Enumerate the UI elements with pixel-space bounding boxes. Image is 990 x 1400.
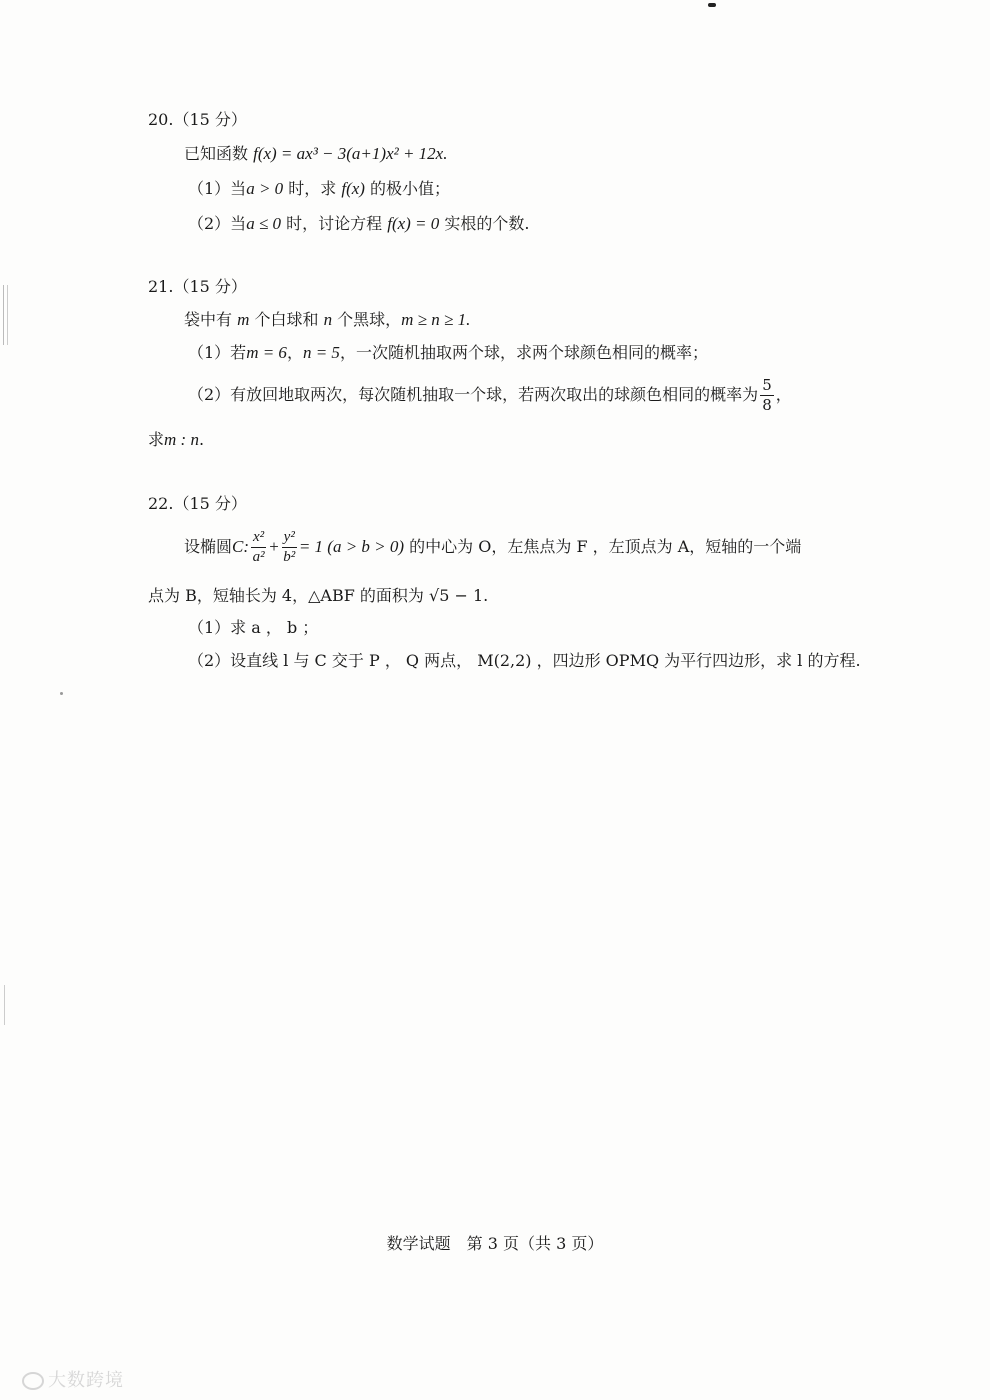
q21-part1-prefix: （1）若 — [188, 343, 247, 362]
q22-part2: （2）设直线 l 与 C 交于 P ， Q 两点， M(2,2) ，四边形 OPMQ 为平行四边形，求 l 的方程. — [188, 651, 861, 670]
q21-stem-n: n — [323, 310, 333, 329]
q21-part1 — [188, 342, 708, 364]
watermark-icon — [22, 1372, 44, 1390]
q20-part2 — [188, 213, 529, 235]
q20-part2-prefix: （2）当 — [188, 214, 247, 233]
q21-stem-b: 个白球和 — [249, 310, 324, 329]
q22-stem — [184, 525, 801, 569]
q20-part1-mid: 时，求 — [283, 179, 342, 198]
q21-stem-a: 袋中有 — [184, 310, 238, 329]
q21-part1-m: m = 6 — [246, 343, 287, 362]
scan-mark-left-3 — [60, 692, 63, 695]
q22-number: 22.（15 分） — [148, 494, 247, 513]
q22-part1: （1）求 a ， b ； — [188, 618, 319, 637]
q22-equation-rhs: = 1 (a > b > 0) — [298, 537, 405, 556]
q22-stem-continuation: 点为 B，短轴长为 4，△ABF 的面积为 √5 − 1. — [148, 586, 489, 605]
q21-fraction-numerator: 5 — [762, 376, 772, 394]
q22-stem-prefix: 设椭圆 — [184, 537, 233, 556]
watermark-text: 大数跨境 — [48, 1370, 124, 1391]
q21-part2-end: ， — [775, 385, 792, 404]
q21-part1-n: n = 5 — [302, 343, 340, 362]
q20-part1-prefix: （1）当 — [188, 179, 247, 198]
q20-number: 20.（15 分） — [148, 110, 247, 129]
q21-number: 21.（15 分） — [148, 277, 247, 296]
q22-x-numerator: x² — [251, 530, 266, 548]
q20-function-formula: f(x) = ax³ − 3(a+1)x² + 12x. — [253, 144, 448, 163]
q21-fraction-denominator: 8 — [762, 396, 772, 414]
watermark-logo — [22, 1366, 124, 1392]
q21-part2-continuation — [148, 429, 204, 451]
q21-stem — [184, 309, 470, 331]
q21-part1-comma: ， — [286, 343, 303, 362]
q22-ellipse-name: C: — [232, 537, 250, 556]
q22-y-fraction — [282, 530, 297, 565]
q20-stem-prefix: 已知函数 — [184, 144, 254, 163]
q20-part2-mid: 时，讨论方程 — [281, 214, 388, 233]
q22-plus: + — [268, 537, 280, 556]
q21-part2 — [188, 375, 792, 415]
q20-part1-condition: a > 0 — [246, 179, 284, 198]
q20-part1 — [188, 178, 450, 200]
q22-x-fraction — [251, 530, 266, 565]
q20-part2-condition: a ≤ 0 — [246, 214, 282, 233]
q20-part2-equation: f(x) = 0 — [387, 214, 440, 233]
q21-stem-m: m — [237, 310, 250, 329]
scan-mark-top — [708, 3, 716, 7]
q22-y-numerator: y² — [282, 530, 297, 548]
q20-stem — [184, 143, 447, 165]
q22-x-denominator: a² — [252, 549, 265, 565]
q21-part1-suffix: ，一次随机抽取两个球，求两个球颜色相同的概率； — [339, 343, 708, 362]
scan-mark-left-2 — [4, 985, 7, 1025]
page-footer: 数学试题 第 3 页（共 3 页） — [386, 1234, 604, 1253]
q22-y-denominator: b² — [283, 549, 296, 565]
q21-part2-text: （2）有放回地取两次，每次随机抽取一个球，若两次取出的球颜色相同的概率为 — [188, 385, 759, 404]
q20-part2-suffix: 实根的个数. — [439, 214, 530, 233]
q21-cont-suffix: . — [198, 430, 205, 449]
q21-stem-c: 个黑球， — [332, 310, 402, 329]
q21-stem-condition: m ≥ n ≥ 1. — [401, 310, 471, 329]
q21-ratio: m : n — [164, 430, 199, 449]
scan-mark-left-1 — [3, 285, 8, 345]
q22-stem-rest: 的中心为 O，左焦点为 F ，左顶点为 A，短轴的一个端 — [404, 537, 802, 556]
q20-part1-suffix: 的极小值； — [364, 179, 451, 198]
q21-probability-fraction — [760, 378, 774, 413]
q21-cont-prefix: 求 — [148, 430, 165, 449]
q20-part1-fx: f(x) — [341, 179, 365, 198]
